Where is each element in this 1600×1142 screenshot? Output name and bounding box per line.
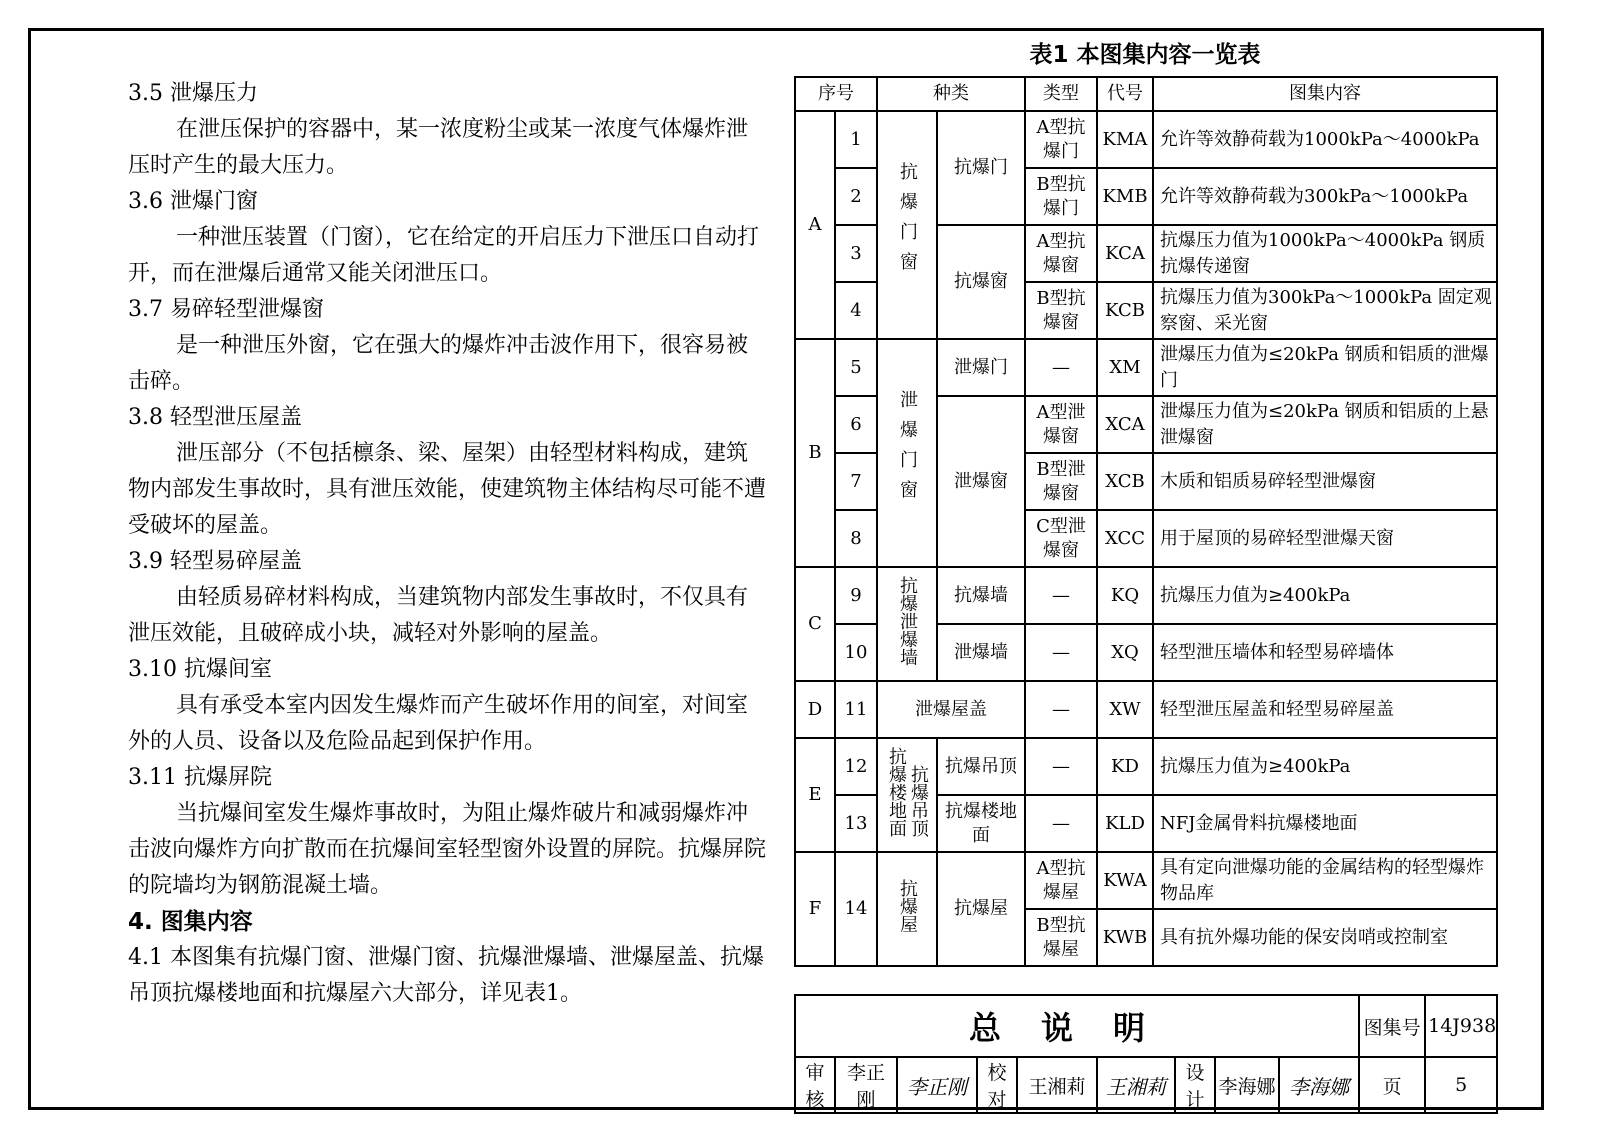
sub-kind: 泄爆屋盖 <box>877 681 1025 738</box>
section-3-9-body: 由轻质易碎材料构成，当建筑物内部发生事故时，不仅具有泄压效能，且破碎成小块，减轻对外影响的屋盖。 <box>128 585 749 646</box>
sub-kind: 抗爆窗 <box>937 225 1025 339</box>
row-type: A型泄爆窗 <box>1025 396 1097 453</box>
sub-kind: 泄爆墙 <box>937 624 1025 681</box>
reviewer-signature: 李正刚 <box>897 1057 977 1113</box>
review-label: 审核 <box>795 1057 835 1113</box>
table-row <box>795 111 1497 168</box>
row-code: KQ <box>1097 567 1153 624</box>
row-no: 6 <box>835 396 877 453</box>
designer-signature: 李海娜 <box>1279 1057 1359 1113</box>
header-seq: 序号 <box>795 77 877 111</box>
general-notes-text <box>128 76 768 1012</box>
sub-kind: 抗爆楼地面 <box>937 795 1025 852</box>
header-type: 类型 <box>1025 77 1097 111</box>
row-code: KCB <box>1097 282 1153 339</box>
section-3-7-body: 是一种泄压外窗，它在强大的爆炸冲击波作用下，很容易被击碎。 <box>128 333 749 394</box>
header-kind: 种类 <box>877 77 1025 111</box>
table-row <box>795 852 1497 909</box>
row-code: XCB <box>1097 453 1153 510</box>
section-4-1-body: 4.1 本图集有抗爆门窗、泄爆门窗、抗爆泄爆墙、泄爆屋盖、抗爆吊顶抗爆楼地面和抗爆屋六大部分，详见表1。 <box>128 945 764 1006</box>
section-3-9-title: 3.9 轻型易碎屋盖 <box>128 549 302 574</box>
sub-kind: 抗爆屋 <box>937 852 1025 966</box>
row-no: 8 <box>835 510 877 567</box>
row-type: — <box>1025 339 1097 396</box>
row-content: 木质和铝质易碎轻型泄爆窗 <box>1153 453 1497 510</box>
sub-kind: 泄爆窗 <box>937 396 1025 567</box>
row-content: 具有定向泄爆功能的金属结构的轻型爆炸物品库 <box>1153 852 1497 909</box>
row-no: 10 <box>835 624 877 681</box>
group-kind: 抗爆泄爆墙 <box>877 567 937 681</box>
row-content: 允许等效静荷载为1000kPa～4000kPa <box>1153 111 1497 168</box>
row-type: — <box>1025 795 1097 852</box>
row-type: — <box>1025 738 1097 795</box>
header-content: 图集内容 <box>1153 77 1497 111</box>
section-3-11-title: 3.11 抗爆屏院 <box>128 765 272 790</box>
group-letter: D <box>795 681 835 738</box>
table-row <box>795 567 1497 624</box>
row-code: XQ <box>1097 624 1153 681</box>
row-content: 轻型泄压墙体和轻型易碎墙体 <box>1153 624 1497 681</box>
row-type: — <box>1025 567 1097 624</box>
page-label: 页 <box>1359 1057 1425 1113</box>
group-letter: B <box>795 339 835 567</box>
section-3-8-body: 泄压部分（不包括檩条、梁、屋架）由轻型材料构成，建筑物内部发生事故时，具有泄压效能，使建筑物主体结构尽可能不遭受破坏的屋盖。 <box>128 441 767 538</box>
row-no: 3 <box>835 225 877 282</box>
atlas-label: 图集号 <box>1359 995 1425 1057</box>
checker-name: 王湘莉 <box>1017 1057 1097 1113</box>
row-no: 11 <box>835 681 877 738</box>
row-content: 泄爆压力值为≤20kPa 钢质和铝质的上悬泄爆窗 <box>1153 396 1497 453</box>
section-3-7-title: 3.7 易碎轻型泄爆窗 <box>128 297 324 322</box>
title-block <box>794 994 1498 1114</box>
atlas-number: 14J938 <box>1425 995 1497 1057</box>
row-content: 抗爆压力值为300kPa～1000kPa 固定观察窗、采光窗 <box>1153 282 1497 339</box>
row-content: 抗爆压力值为≥400kPa <box>1153 738 1497 795</box>
table-row <box>795 339 1497 396</box>
checker-signature: 王湘莉 <box>1097 1057 1175 1113</box>
row-type: B型抗爆屋 <box>1025 909 1097 966</box>
group-letter: A <box>795 111 835 339</box>
row-no: 9 <box>835 567 877 624</box>
row-code: KMA <box>1097 111 1153 168</box>
group-letter: F <box>795 852 835 966</box>
sub-kind: 泄爆门 <box>937 339 1025 396</box>
row-code: KMB <box>1097 168 1153 225</box>
row-type: A型抗爆窗 <box>1025 225 1097 282</box>
row-no: 12 <box>835 738 877 795</box>
row-type: B型抗爆门 <box>1025 168 1097 225</box>
sub-kind: 抗爆吊顶 <box>937 738 1025 795</box>
section-3-6-title: 3.6 泄爆门窗 <box>128 189 258 214</box>
row-type: A型抗爆门 <box>1025 111 1097 168</box>
design-label: 设计 <box>1175 1057 1215 1113</box>
row-content: 具有抗外爆功能的保安岗哨或控制室 <box>1153 909 1497 966</box>
drawing-title: 总说明 <box>795 995 1359 1057</box>
row-code: XCC <box>1097 510 1153 567</box>
row-no: 1 <box>835 111 877 168</box>
group-letter: C <box>795 567 835 681</box>
section-3-8-title: 3.8 轻型泄压屋盖 <box>128 405 302 430</box>
row-type: B型抗爆窗 <box>1025 282 1097 339</box>
row-type: A型抗爆屋 <box>1025 852 1097 909</box>
row-no: 7 <box>835 453 877 510</box>
row-content: 抗爆压力值为≥400kPa <box>1153 567 1497 624</box>
row-content: 用于屋顶的易碎轻型泄爆天窗 <box>1153 510 1497 567</box>
row-code: XCA <box>1097 396 1153 453</box>
row-code: KWA <box>1097 852 1153 909</box>
row-code: KD <box>1097 738 1153 795</box>
row-type: C型泄爆窗 <box>1025 510 1097 567</box>
section-3-10-title: 3.10 抗爆间室 <box>128 657 272 682</box>
row-code: XM <box>1097 339 1153 396</box>
row-content: 泄爆压力值为≤20kPa 钢质和铝质的泄爆门 <box>1153 339 1497 396</box>
page-number: 5 <box>1425 1057 1497 1113</box>
row-no: 14 <box>835 852 877 966</box>
section-3-5-title: 3.5 泄爆压力 <box>128 81 258 106</box>
group-kind: 抗爆楼地面抗爆吊顶 <box>877 738 937 852</box>
reviewer-name: 李正刚 <box>835 1057 897 1113</box>
row-content: NFJ金属骨料抗爆楼地面 <box>1153 795 1497 852</box>
group-kind: 泄爆门窗 <box>877 339 937 567</box>
table-row <box>795 681 1497 738</box>
row-content: 抗爆压力值为1000kPa～4000kPa 钢质抗爆传递窗 <box>1153 225 1497 282</box>
table-row <box>795 738 1497 795</box>
designer-name: 李海娜 <box>1215 1057 1279 1113</box>
section-3-10-body: 具有承受本室内因发生爆炸而产生破坏作用的间室，对间室外的人员、设备以及危险品起到保护作用。 <box>128 693 749 754</box>
row-code: KLD <box>1097 795 1153 852</box>
row-no: 5 <box>835 339 877 396</box>
row-type: B型泄爆窗 <box>1025 453 1097 510</box>
header-code: 代号 <box>1097 77 1153 111</box>
row-code: XW <box>1097 681 1153 738</box>
row-no: 4 <box>835 282 877 339</box>
check-label: 校对 <box>977 1057 1017 1113</box>
row-no: 13 <box>835 795 877 852</box>
row-code: KCA <box>1097 225 1153 282</box>
group-letter: E <box>795 738 835 852</box>
section-3-11-body: 当抗爆间室发生爆炸事故时，为阻止爆炸破片和减弱爆炸冲击波向爆炸方向扩散而在抗爆间室轻型窗外设置的屏院。抗爆屏院的院墙均为钢筋混凝土墙。 <box>128 801 767 898</box>
sub-kind: 抗爆墙 <box>937 567 1025 624</box>
group-kind: 抗爆屋 <box>877 852 937 966</box>
section-4-title: 4. 图集内容 <box>128 909 253 935</box>
section-3-5-body: 在泄压保护的容器中，某一浓度粉尘或某一浓度气体爆炸泄压时产生的最大压力。 <box>128 117 749 178</box>
group-kind: 抗爆门窗 <box>877 111 937 339</box>
row-content: 允许等效静荷载为300kPa～1000kPa <box>1153 168 1497 225</box>
contents-table <box>794 76 1498 967</box>
row-no: 2 <box>835 168 877 225</box>
row-content: 轻型泄压屋盖和轻型易碎屋盖 <box>1153 681 1497 738</box>
sub-kind: 抗爆门 <box>937 111 1025 225</box>
row-code: KWB <box>1097 909 1153 966</box>
row-type: — <box>1025 681 1097 738</box>
table-caption: 表1 本图集内容一览表 <box>1029 42 1261 68</box>
section-3-6-body: 一种泄压装置（门窗），它在给定的开启压力下泄压口自动打开，而在泄爆后通常又能关闭泄压口。 <box>128 225 760 286</box>
row-type: — <box>1025 624 1097 681</box>
